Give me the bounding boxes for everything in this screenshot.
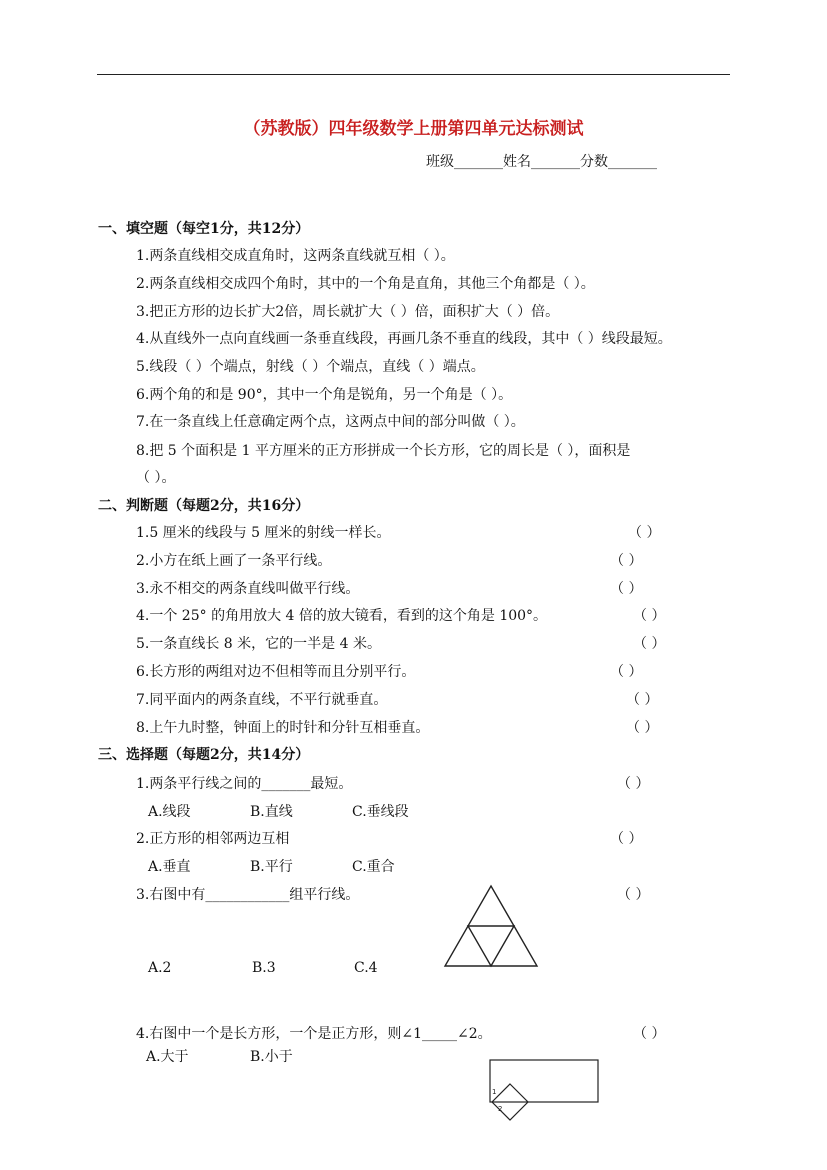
triangle-figure bbox=[440, 883, 542, 971]
section3-heading: 三、选择题（每题2分，共14分） bbox=[98, 747, 310, 763]
angle-label-2: 2 bbox=[498, 1105, 503, 1113]
fill-question: 2.两条直线相交成四个角时，其中的一个角是直角，其他三个角都是（ ）。 bbox=[136, 276, 595, 292]
fill-question: 6.两个角的和是 90°，其中一个角是锐角，另一个角是（ ）。 bbox=[136, 387, 513, 403]
option: A.线段 bbox=[148, 804, 191, 820]
fill-question: 3.把正方形的边长扩大2倍，周长就扩大（ ）倍，面积扩大（ ）倍。 bbox=[136, 304, 560, 320]
top-rule bbox=[97, 74, 730, 75]
section1-heading: 一、填空题（每空1分，共12分） bbox=[98, 221, 310, 237]
answer-paren: （ ） bbox=[633, 608, 666, 624]
option: A.垂直 bbox=[148, 859, 191, 875]
answer-paren: （ ） bbox=[633, 636, 666, 652]
page-title: （苏教版）四年级数学上册第四单元达标测试 bbox=[243, 119, 584, 139]
judge-question: 8.上午九时整，钟面上的时针和分针互相垂直。 bbox=[136, 720, 430, 736]
option: B.3 bbox=[252, 960, 276, 976]
fill-question: 5.线段（ ）个端点，射线（ ）个端点，直线（ ）端点。 bbox=[136, 359, 485, 375]
option: C.重合 bbox=[352, 859, 395, 875]
fill-question: 8.把 5 个面积是 1 平方厘米的正方形拼成一个长方形，它的周长是（ ），面积是 bbox=[136, 443, 631, 459]
option: A.大于 bbox=[146, 1049, 189, 1065]
judge-question: 4.一个 25° 的角用放大 4 倍的放大镜看，看到的这个角是 100°。 bbox=[136, 608, 548, 624]
fill-question-continued: （ ）。 bbox=[136, 470, 176, 486]
option: B.直线 bbox=[250, 804, 293, 820]
answer-paren: （ ） bbox=[617, 776, 650, 792]
answer-paren: （ ） bbox=[626, 720, 659, 736]
judge-question: 1.5 厘米的线段与 5 厘米的射线一样长。 bbox=[136, 525, 391, 541]
option: B.小于 bbox=[250, 1049, 293, 1065]
angle-label-1: 1 bbox=[492, 1088, 497, 1096]
section2-heading: 二、判断题（每题2分，共16分） bbox=[98, 498, 310, 514]
rectangle-square-figure bbox=[484, 1058, 602, 1126]
answer-paren: （ ） bbox=[610, 664, 643, 680]
choice-question: 4.右图中一个是长方形，一个是正方形，则∠1_____∠2。 bbox=[136, 1026, 492, 1042]
choice-question: 3.右图中有____________组平行线。 bbox=[136, 887, 360, 903]
judge-question: 5.一条直线长 8 米，它的一半是 4 米。 bbox=[136, 636, 381, 652]
answer-paren: （ ） bbox=[610, 553, 643, 569]
fill-question: 1.两条直线相交成直角时，这两条直线就互相（ ）。 bbox=[136, 248, 455, 264]
choice-question: 2.正方形的相邻两边互相 bbox=[136, 831, 290, 847]
answer-paren: （ ） bbox=[633, 1026, 666, 1042]
fill-question: 7.在一条直线上任意确定两个点，这两点中间的部分叫做（ ）。 bbox=[136, 414, 525, 430]
judge-question: 2.小方在纸上画了一条平行线。 bbox=[136, 553, 332, 569]
student-info-line: 班级_______姓名_______分数_______ bbox=[426, 154, 657, 170]
option: A.2 bbox=[148, 960, 172, 976]
choice-question: 1.两条平行线之间的_______最短。 bbox=[136, 776, 353, 792]
option: C.垂线段 bbox=[352, 804, 409, 820]
answer-paren: （ ） bbox=[610, 581, 643, 597]
judge-question: 6.长方形的两组对边不但相等而且分别平行。 bbox=[136, 664, 416, 680]
judge-question: 7.同平面内的两条直线，不平行就垂直。 bbox=[136, 692, 388, 708]
answer-paren: （ ） bbox=[610, 831, 643, 847]
answer-paren: （ ） bbox=[626, 692, 659, 708]
fill-question: 4.从直线外一点向直线画一条垂直线段，再画几条不垂直的线段，其中（ ）线段最短。 bbox=[136, 331, 672, 347]
judge-question: 3.永不相交的两条直线叫做平行线。 bbox=[136, 581, 360, 597]
answer-paren: （ ） bbox=[628, 525, 661, 541]
answer-paren: （ ） bbox=[617, 887, 650, 903]
option: C.4 bbox=[354, 960, 378, 976]
option: B.平行 bbox=[250, 859, 293, 875]
